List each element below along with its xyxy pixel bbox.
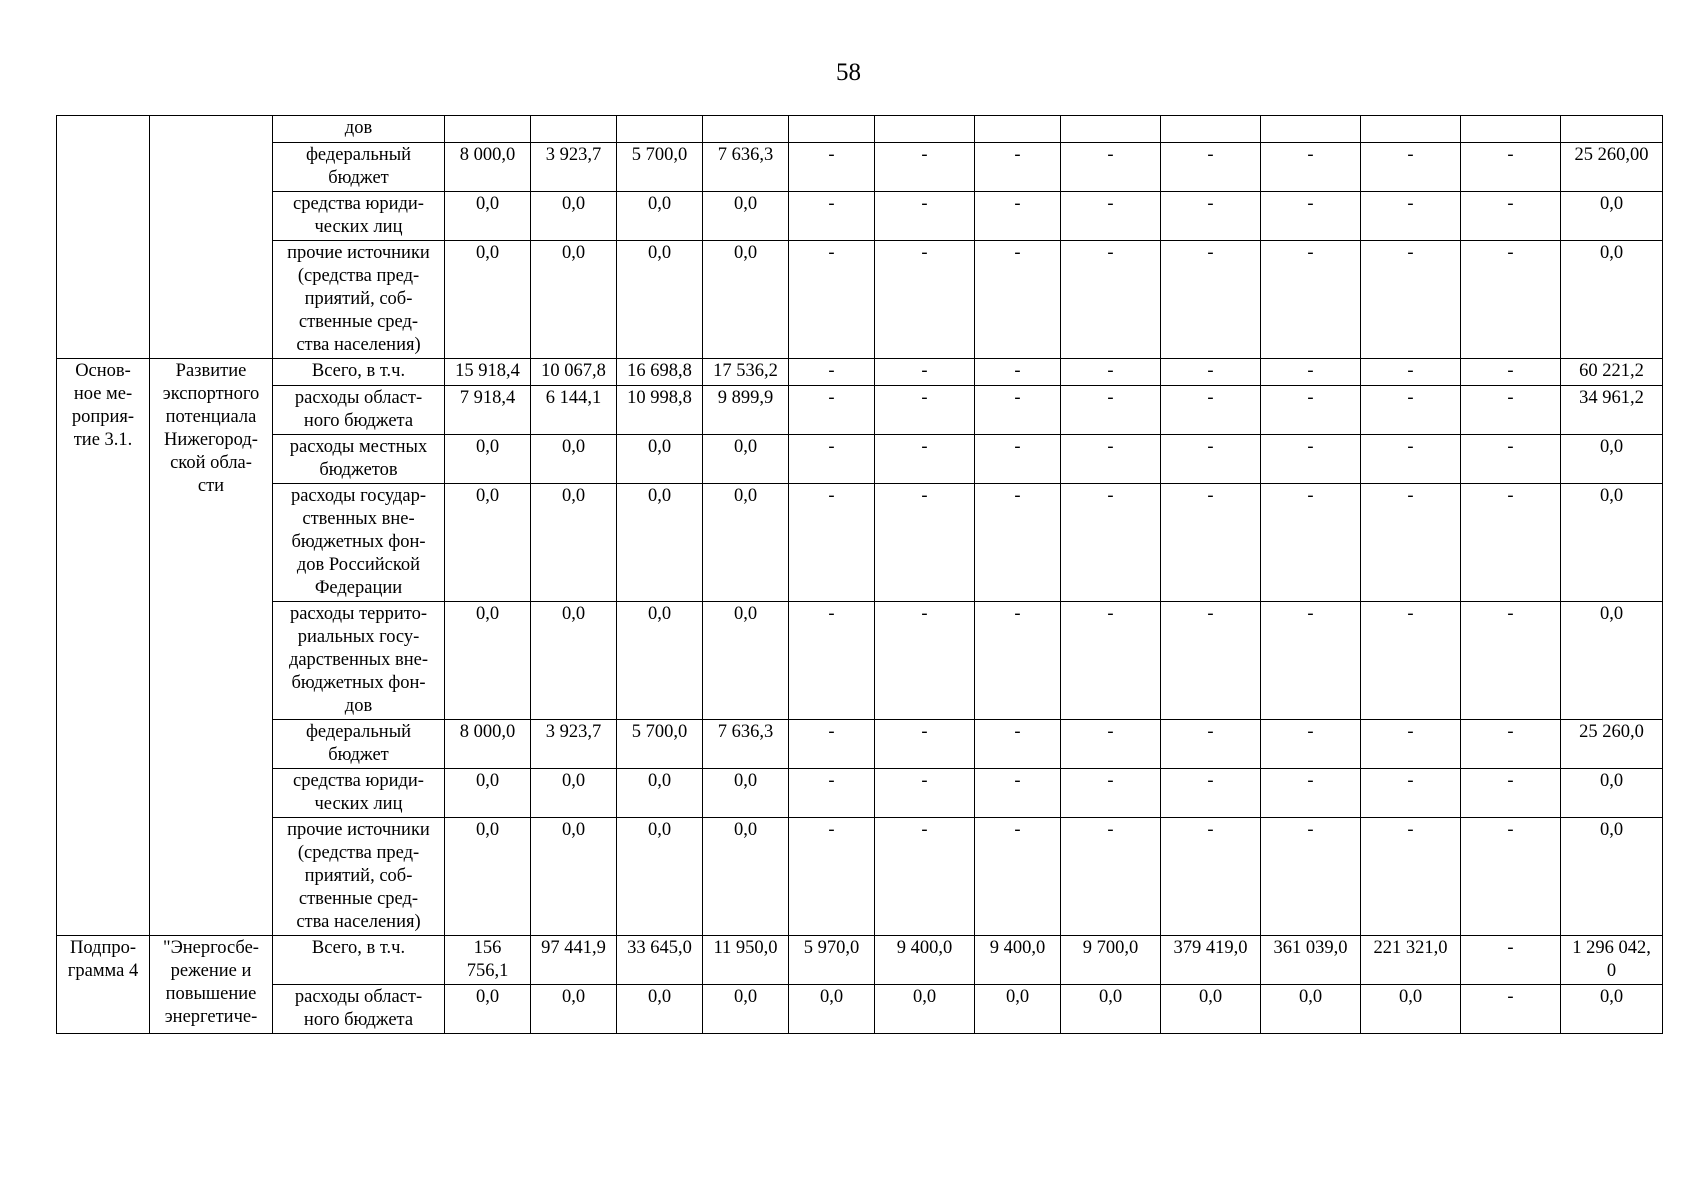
- value-cell: -: [789, 720, 875, 769]
- value-cell: 16 698,8: [617, 359, 703, 386]
- value-cell: -: [1161, 769, 1261, 818]
- value-cell: -: [975, 769, 1061, 818]
- table-row: [57, 720, 1663, 769]
- value-cell: -: [789, 241, 875, 359]
- value-cell: -: [875, 769, 975, 818]
- value-cell: -: [1461, 192, 1561, 241]
- value-cell: -: [875, 818, 975, 936]
- value-cell: [975, 116, 1061, 143]
- value-cell: 3 923,7: [531, 143, 617, 192]
- value-cell: -: [1361, 386, 1461, 435]
- value-cell: -: [1261, 241, 1361, 359]
- table-row: [57, 359, 1663, 386]
- value-cell: -: [1261, 386, 1361, 435]
- value-cell: -: [1361, 435, 1461, 484]
- funding-source-cell: средства юриди- ческих лиц: [273, 769, 445, 818]
- value-cell: [789, 116, 875, 143]
- value-cell: 0,0: [1561, 602, 1663, 720]
- value-cell: 10 067,8: [531, 359, 617, 386]
- value-cell: 8 000,0: [445, 720, 531, 769]
- value-cell: -: [1361, 484, 1461, 602]
- value-cell: [1561, 116, 1663, 143]
- value-cell: -: [875, 192, 975, 241]
- value-cell: 0,0: [445, 818, 531, 936]
- value-cell: 0,0: [703, 192, 789, 241]
- funding-source-cell: дов: [273, 116, 445, 143]
- value-cell: [1161, 116, 1261, 143]
- value-cell: -: [875, 386, 975, 435]
- value-cell: -: [975, 192, 1061, 241]
- value-cell: 0,0: [445, 241, 531, 359]
- value-cell: 0,0: [617, 818, 703, 936]
- table-row: [57, 435, 1663, 484]
- value-cell: -: [1161, 241, 1261, 359]
- value-cell: 0,0: [531, 769, 617, 818]
- value-cell: -: [1161, 720, 1261, 769]
- value-cell: -: [1061, 720, 1161, 769]
- funding-source-cell: расходы государ- ственных вне- бюджетных фон- дов Российской Федерации: [273, 484, 445, 602]
- value-cell: 17 536,2: [703, 359, 789, 386]
- page-number: 58: [836, 59, 861, 86]
- value-cell: 8 000,0: [445, 143, 531, 192]
- value-cell: -: [1461, 769, 1561, 818]
- program-name-cell: "Энергосбе- режение и повышение энергетиче-: [150, 936, 273, 1034]
- program-code-cell: Основ- ное ме- роприя- тие 3.1.: [57, 359, 150, 936]
- value-cell: -: [1261, 818, 1361, 936]
- value-cell: 0,0: [445, 769, 531, 818]
- value-cell: 0,0: [445, 484, 531, 602]
- value-cell: 7 636,3: [703, 143, 789, 192]
- value-cell: -: [1161, 386, 1261, 435]
- value-cell: -: [1161, 435, 1261, 484]
- value-cell: 0,0: [531, 192, 617, 241]
- value-cell: -: [1161, 484, 1261, 602]
- value-cell: [1061, 116, 1161, 143]
- value-cell: -: [975, 720, 1061, 769]
- value-cell: 0,0: [1161, 985, 1261, 1034]
- value-cell: -: [789, 602, 875, 720]
- value-cell: -: [1361, 359, 1461, 386]
- value-cell: 0,0: [617, 435, 703, 484]
- value-cell: -: [789, 435, 875, 484]
- value-cell: -: [1461, 386, 1561, 435]
- value-cell: -: [875, 602, 975, 720]
- table-row: [57, 484, 1663, 602]
- value-cell: -: [1361, 143, 1461, 192]
- value-cell: -: [875, 241, 975, 359]
- value-cell: 9 400,0: [975, 936, 1061, 985]
- value-cell: 0,0: [1561, 241, 1663, 359]
- value-cell: -: [1461, 985, 1561, 1034]
- value-cell: 3 923,7: [531, 720, 617, 769]
- value-cell: -: [975, 359, 1061, 386]
- value-cell: -: [1461, 818, 1561, 936]
- program-name-cell: Развитие экспортного потенциала Нижегород- ской обла- сти: [150, 359, 273, 936]
- value-cell: 0,0: [531, 484, 617, 602]
- value-cell: 60 221,2: [1561, 359, 1663, 386]
- value-cell: -: [1061, 143, 1161, 192]
- value-cell: 6 144,1: [531, 386, 617, 435]
- value-cell: -: [789, 143, 875, 192]
- value-cell: -: [1061, 484, 1161, 602]
- value-cell: 0,0: [703, 985, 789, 1034]
- value-cell: 0,0: [617, 985, 703, 1034]
- value-cell: 0,0: [617, 602, 703, 720]
- value-cell: 0,0: [1261, 985, 1361, 1034]
- funding-source-cell: прочие источники (средства пред- приятий, соб- ственные сред- ства населения): [273, 818, 445, 936]
- value-cell: -: [1361, 720, 1461, 769]
- value-cell: -: [1261, 192, 1361, 241]
- value-cell: -: [1261, 359, 1361, 386]
- value-cell: 0,0: [703, 435, 789, 484]
- value-cell: 0,0: [531, 602, 617, 720]
- value-cell: 221 321,0: [1361, 936, 1461, 985]
- value-cell: -: [875, 720, 975, 769]
- value-cell: -: [1161, 192, 1261, 241]
- value-cell: -: [975, 435, 1061, 484]
- value-cell: -: [1361, 602, 1461, 720]
- value-cell: -: [1461, 602, 1561, 720]
- value-cell: -: [975, 602, 1061, 720]
- value-cell: -: [1461, 143, 1561, 192]
- value-cell: 0,0: [703, 602, 789, 720]
- value-cell: 0,0: [1561, 769, 1663, 818]
- value-cell: 0,0: [1361, 985, 1461, 1034]
- value-cell: -: [1261, 720, 1361, 769]
- value-cell: 0,0: [1561, 435, 1663, 484]
- value-cell: 0,0: [1561, 484, 1663, 602]
- value-cell: -: [875, 484, 975, 602]
- value-cell: 156 756,1: [445, 936, 531, 985]
- value-cell: -: [875, 435, 975, 484]
- value-cell: -: [1061, 241, 1161, 359]
- value-cell: 7 636,3: [703, 720, 789, 769]
- value-cell: -: [975, 484, 1061, 602]
- value-cell: -: [875, 359, 975, 386]
- value-cell: -: [1261, 602, 1361, 720]
- value-cell: 0,0: [531, 985, 617, 1034]
- value-cell: 34 961,2: [1561, 386, 1663, 435]
- value-cell: [875, 116, 975, 143]
- value-cell: 0,0: [617, 769, 703, 818]
- value-cell: -: [1061, 435, 1161, 484]
- table-row: [57, 192, 1663, 241]
- value-cell: 0,0: [703, 241, 789, 359]
- value-cell: 25 260,0: [1561, 720, 1663, 769]
- value-cell: 0,0: [617, 192, 703, 241]
- value-cell: 97 441,9: [531, 936, 617, 985]
- value-cell: -: [1261, 143, 1361, 192]
- value-cell: 15 918,4: [445, 359, 531, 386]
- value-cell: -: [1061, 386, 1161, 435]
- value-cell: 9 700,0: [1061, 936, 1161, 985]
- value-cell: 0,0: [875, 985, 975, 1034]
- funding-source-cell: средства юриди- ческих лиц: [273, 192, 445, 241]
- value-cell: 0,0: [1561, 985, 1663, 1034]
- program-name-cell: [150, 116, 273, 359]
- value-cell: 0,0: [531, 241, 617, 359]
- value-cell: [445, 116, 531, 143]
- funding-source-cell: расходы террито- риальных госу- дарственных вне- бюджетных фон- дов: [273, 602, 445, 720]
- value-cell: 379 419,0: [1161, 936, 1261, 985]
- table-row: [57, 818, 1663, 936]
- value-cell: [531, 116, 617, 143]
- value-cell: 9 899,9: [703, 386, 789, 435]
- value-cell: 5 700,0: [617, 720, 703, 769]
- value-cell: -: [789, 769, 875, 818]
- value-cell: [617, 116, 703, 143]
- value-cell: -: [1361, 769, 1461, 818]
- table-row: [57, 241, 1663, 359]
- value-cell: 0,0: [531, 818, 617, 936]
- table-row: [57, 769, 1663, 818]
- value-cell: 0,0: [617, 241, 703, 359]
- funding-source-cell: расходы област- ного бюджета: [273, 386, 445, 435]
- funding-source-cell: Всего, в т.ч.: [273, 936, 445, 985]
- funding-source-cell: Всего, в т.ч.: [273, 359, 445, 386]
- funding-source-cell: расходы местных бюджетов: [273, 435, 445, 484]
- value-cell: -: [1061, 769, 1161, 818]
- value-cell: 7 918,4: [445, 386, 531, 435]
- value-cell: -: [789, 359, 875, 386]
- value-cell: -: [975, 818, 1061, 936]
- value-cell: 0,0: [617, 484, 703, 602]
- value-cell: -: [1061, 602, 1161, 720]
- value-cell: -: [1361, 241, 1461, 359]
- value-cell: [703, 116, 789, 143]
- program-code-cell: [57, 116, 150, 359]
- value-cell: -: [875, 143, 975, 192]
- value-cell: 0,0: [445, 435, 531, 484]
- value-cell: [1361, 116, 1461, 143]
- value-cell: -: [975, 386, 1061, 435]
- value-cell: 5 970,0: [789, 936, 875, 985]
- value-cell: -: [789, 818, 875, 936]
- value-cell: -: [1261, 769, 1361, 818]
- value-cell: -: [1461, 936, 1561, 985]
- value-cell: -: [1361, 818, 1461, 936]
- value-cell: -: [1261, 435, 1361, 484]
- value-cell: 11 950,0: [703, 936, 789, 985]
- value-cell: 33 645,0: [617, 936, 703, 985]
- value-cell: 0,0: [975, 985, 1061, 1034]
- value-cell: -: [975, 241, 1061, 359]
- value-cell: -: [1161, 359, 1261, 386]
- budget-table: [56, 115, 1663, 1034]
- value-cell: -: [1161, 602, 1261, 720]
- value-cell: 0,0: [789, 985, 875, 1034]
- value-cell: -: [1461, 359, 1561, 386]
- value-cell: -: [1061, 818, 1161, 936]
- value-cell: 0,0: [531, 435, 617, 484]
- value-cell: -: [1361, 192, 1461, 241]
- value-cell: 1 296 042, 0: [1561, 936, 1663, 985]
- value-cell: 361 039,0: [1261, 936, 1361, 985]
- value-cell: 25 260,00: [1561, 143, 1663, 192]
- table-row: [57, 116, 1663, 143]
- table-row: [57, 386, 1663, 435]
- value-cell: [1261, 116, 1361, 143]
- value-cell: -: [1161, 143, 1261, 192]
- value-cell: -: [789, 192, 875, 241]
- table-row: [57, 985, 1663, 1034]
- value-cell: -: [975, 143, 1061, 192]
- value-cell: 0,0: [1561, 818, 1663, 936]
- value-cell: 0,0: [445, 192, 531, 241]
- value-cell: 0,0: [703, 818, 789, 936]
- value-cell: 10 998,8: [617, 386, 703, 435]
- value-cell: 5 700,0: [617, 143, 703, 192]
- value-cell: -: [1061, 359, 1161, 386]
- value-cell: -: [1161, 818, 1261, 936]
- value-cell: 0,0: [1061, 985, 1161, 1034]
- table-row: [57, 602, 1663, 720]
- value-cell: -: [1261, 484, 1361, 602]
- value-cell: -: [1461, 720, 1561, 769]
- table-row: [57, 936, 1663, 985]
- funding-source-cell: расходы област- ного бюджета: [273, 985, 445, 1034]
- value-cell: -: [789, 484, 875, 602]
- value-cell: -: [1061, 192, 1161, 241]
- value-cell: 0,0: [703, 769, 789, 818]
- value-cell: 0,0: [445, 985, 531, 1034]
- value-cell: [1461, 116, 1561, 143]
- funding-source-cell: федеральный бюджет: [273, 143, 445, 192]
- value-cell: -: [789, 386, 875, 435]
- value-cell: 0,0: [703, 484, 789, 602]
- value-cell: 0,0: [445, 602, 531, 720]
- value-cell: -: [1461, 241, 1561, 359]
- value-cell: 9 400,0: [875, 936, 975, 985]
- funding-source-cell: прочие источники (средства пред- приятий, соб- ственные сред- ства населения): [273, 241, 445, 359]
- value-cell: -: [1461, 435, 1561, 484]
- value-cell: -: [1461, 484, 1561, 602]
- funding-source-cell: федеральный бюджет: [273, 720, 445, 769]
- table-row: [57, 143, 1663, 192]
- value-cell: 0,0: [1561, 192, 1663, 241]
- program-code-cell: Подпро- грамма 4: [57, 936, 150, 1034]
